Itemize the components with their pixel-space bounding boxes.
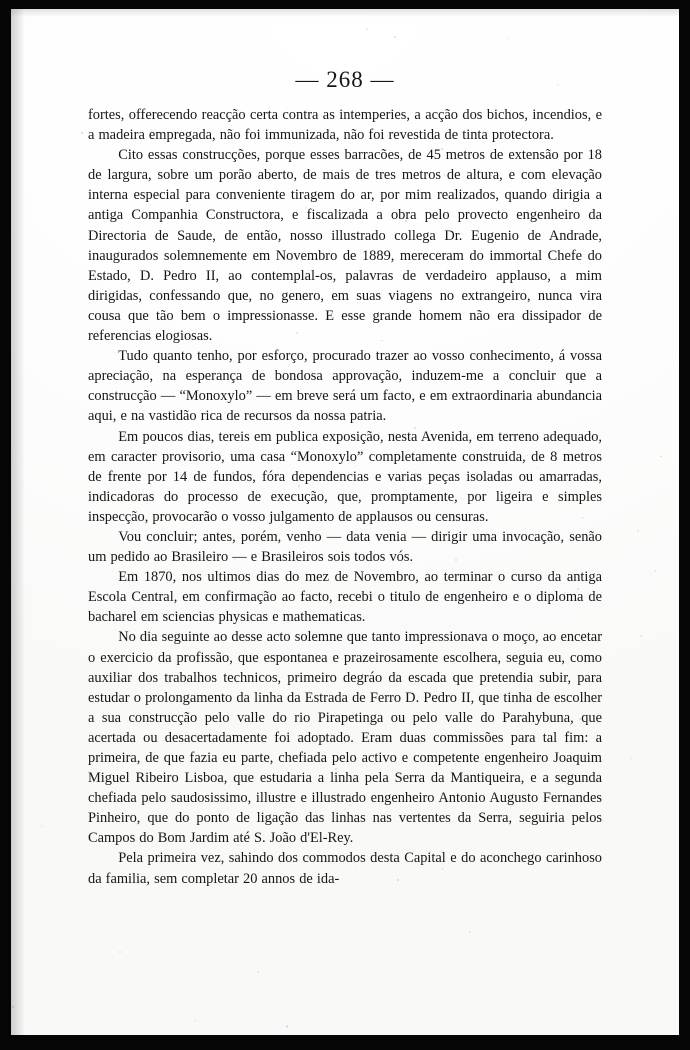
paragraph: Em 1870, nos ultimos dias do mez de Novembro, ao terminar o curso da antiga Escola Central, em confirmação ao facto, recebi o titulo de engenheiro e o diploma de bacharel em sciencias physicas e mathematicas. — [88, 569, 602, 626]
paragraph: fortes, offerecendo reacção certa contra as intemperies, a acção dos bichos, incendios, e a madeira empregada, não foi immunizada, não foi revestida de tinta protectora. — [88, 107, 602, 144]
page-top-shadow — [11, 9, 679, 17]
paragraph: Pela primeira vez, sahindo dos commodos desta Capital e do aconchego carinhoso da familia, sem completar 20 annos de ida- — [88, 850, 602, 887]
paragraph: Vou concluir; antes, porém, venho — data venia — dirigir uma invocação, senão um pedido ao Brasileiro — e Brasileiros sois todos vós. — [88, 528, 602, 566]
paragraph: Cito essas construcções, porque esses barracões, de 45 metros de extensão por 18 de largura, sobre um porão aberto, de mais de tres metros de altura, e com elevação interna especial para conveniente tiragem do ar, por mim realizados, quando dirigia a antiga Companhia Constructora, e fiscalizada a obra pelo provecto engenheiro da Directoria de Saude, de então, nosso illustrado collega Dr. Eugenio de Andrade, inaugurados solemnemente em Novembro de 1889, mereceram do immortal Chefe do Estado, D. Pedro II, ao contemplal-os, palavras de verdadeiro applauso, a mim dirigidas, confessando que, no genero, em suas viagens no extrangeiro, nunca vira cousa que tão bem o impressionasse. E esse grande homem não era dissipador de referencias elogiosas. — [88, 147, 602, 345]
page-number: — 268 — — [295, 67, 395, 92]
paragraph: Tudo quanto tenho, por esforço, procurado trazer ao vosso conhecimento, á vossa apreciação, na esperança de bondosa approvação, induzem-me a concluir que a construcção — “Monoxylo” — em breve será um facto, e em extraordinaria abundancia aqui, e na vastidão rica de recursos da nossa patria. — [88, 348, 602, 425]
paragraph: No dia seguinte ao desse acto solemne que tanto impressionava o moço, ao encetar o exercicio da profissão, que espontanea e prazeirosamente escolhera, seguia eu, como auxiliar dos trabalhos technicos, primeiro degráo da escada que pretendia subir, para estudar o prolongamento da linha da Estrada de Ferro D. Pedro II, que tinha de escolher a sua construcção pelo valle do rio Pirapetinga ou pelo valle do Parahybuna, que acertada ou desacertadamente foi adoptado. Eram duas commissões para tal fim: a primeira, de que fazia eu parte, chefiada pelo activo e competente engenheiro Joaquim Miguel Ribeiro Lisboa, que estudaria a linha pela Serra da Mantiqueira, e a segunda chefiada pelo saudosissimo, illustre e illustrado engenheiro Antonio Augusto Fernandes Pinheiro, que do ponto de ligação das linhas nas vertentes da Serra, seguiria pelos Campos do Bom Jardim até S. João d'El-Rey. — [88, 629, 602, 847]
scanned-page — [11, 9, 679, 1035]
paragraph: Em poucos dias, tereis em publica exposição, nesta Avenida, em terreno adequado, em caracter provisorio, uma casa “Monoxylo” completamente construida, de 8 metros de frente por 14 de fundos, fóra dependencias e varias peças isoladas ou amarradas, indicadoras do processo de execução, que, promptamente, por ligeira e simples inspecção, provocarão o vosso julgamento de applausos ou censuras. — [88, 428, 602, 525]
body-text-block — [88, 105, 602, 889]
page-gutter-shadow — [11, 9, 25, 1035]
